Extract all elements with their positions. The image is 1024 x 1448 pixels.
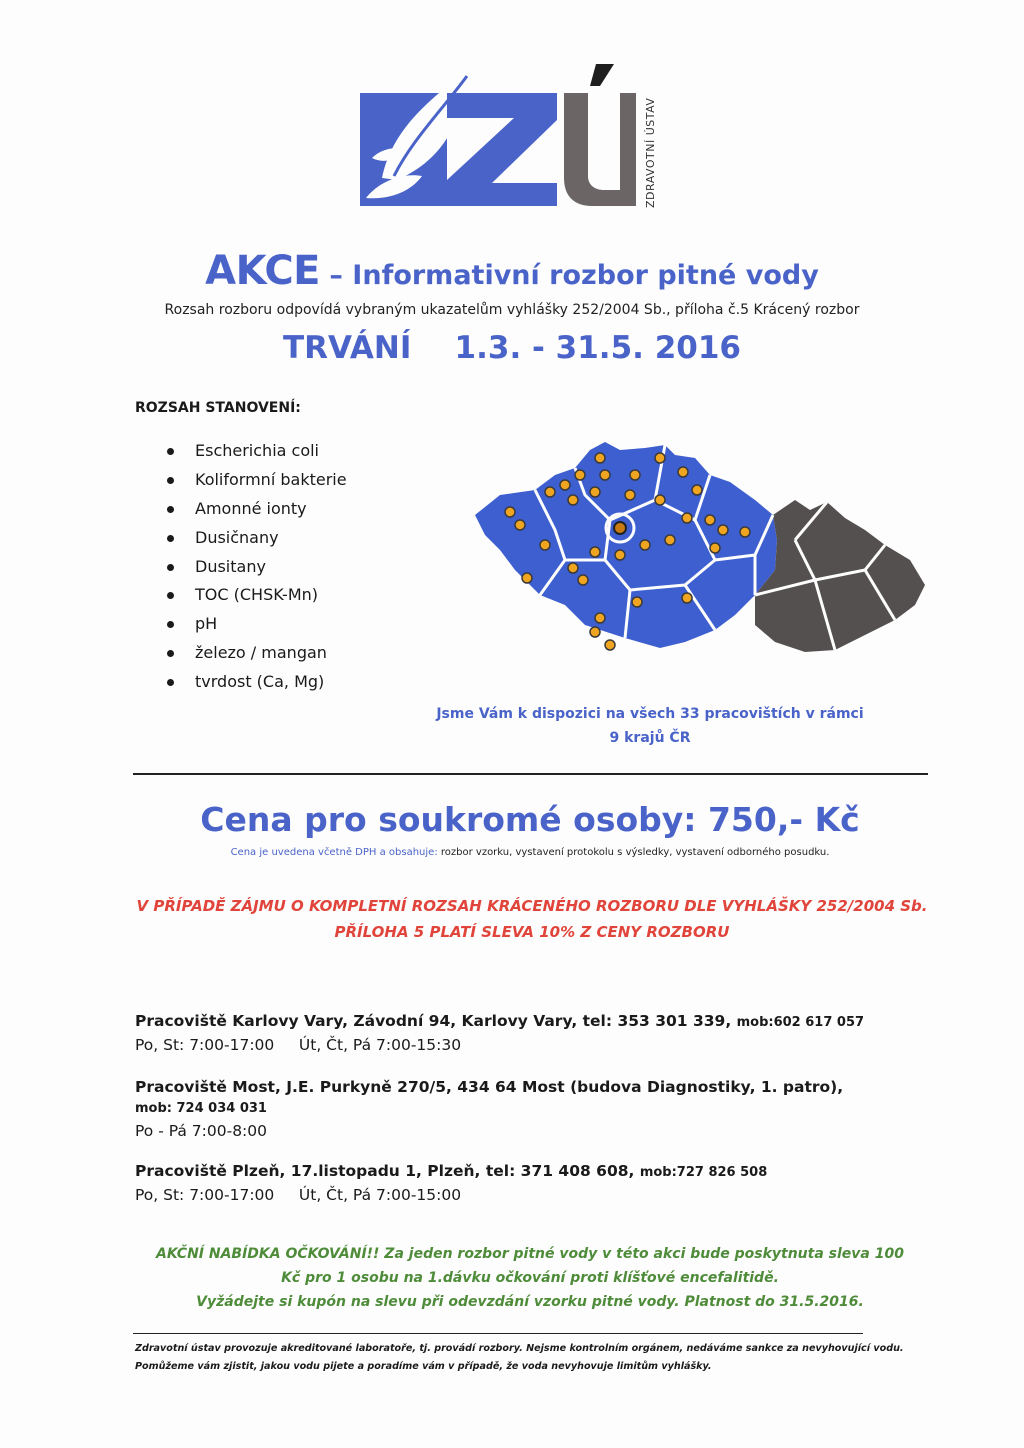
- list-item: železo / mangan: [167, 642, 347, 671]
- site-address: Pracoviště Most, J.E. Purkyně 270/5, 434 64 Most (budova Diagnostiky, 1. patro),: [135, 1078, 844, 1096]
- divider: [133, 773, 928, 775]
- subtitle: Rozsah rozboru odpovídá vybraným ukazatelům vyhlášky 252/2004 Sb., příloha č.5 Krácený rozbor: [164, 302, 860, 318]
- list-item: Amonné ionty: [167, 498, 347, 527]
- site-hours: Po - Pá 7:00-8:00: [135, 1122, 268, 1140]
- vaccination-line2: Kč pro 1 osobu na 1.dávku očkování proti klíšťové encefalitidě.: [281, 1270, 779, 1286]
- discount-notice: [0, 893, 1024, 945]
- period: TRVÁNÍ 1.3. - 31.5. 2016: [282, 330, 742, 366]
- divider: [133, 1333, 863, 1334]
- vaccination-line3: Vyžádejte si kupón na slevu při odevzdání vzorku pitné vody. Platnost do 31.5.2016.: [196, 1294, 864, 1310]
- map-caption: [400, 702, 900, 750]
- scope-list: [167, 440, 347, 700]
- site-mobile: mob:602 617 057: [736, 1015, 865, 1030]
- disclaimer-line1: Zdravotní ústav provozuje akreditované laboratoře, tj. provádí rozbory. Nejsme kontrolním orgánem, nedáváme sankce za nevyhovující vodu.: [135, 1343, 904, 1354]
- vaccination-offer: [130, 1242, 930, 1314]
- site-hours: Po, St: 7:00-17:00 Út, Čt, Pá 7:00-15:00: [135, 1186, 462, 1204]
- site-address: Pracoviště Karlovy Vary, Závodní 94, Karlovy Vary, tel: 353 301 339,: [135, 1012, 737, 1030]
- site-most: [135, 1076, 843, 1142]
- list-item: Koliformní bakterie: [167, 469, 347, 498]
- list-item: Dusitany: [167, 556, 347, 585]
- scope-heading: ROZSAH STANOVENÍ:: [135, 400, 301, 416]
- list-item: pH: [167, 613, 347, 642]
- list-item: Escherichia coli: [167, 440, 347, 469]
- site-mobile: mob: 724 034 031: [135, 1101, 267, 1116]
- site-address: Pracoviště Plzeň, 17.listopadu 1, Plzeň, tel: 371 408 608,: [135, 1162, 640, 1180]
- price-note-rest: rozbor vzorku, vystavení protokolu s výsledky, vystavení odborného posudku.: [437, 847, 830, 858]
- czech-map-icon: [455, 420, 955, 680]
- map-caption-line2: 9 krajů ČR: [609, 730, 691, 746]
- page-title: [0, 248, 1024, 294]
- price-note: [0, 847, 1024, 858]
- site-mobile: mob:727 826 508: [639, 1165, 768, 1180]
- site-karlovy-vary: [135, 1010, 864, 1056]
- disclaimer: [135, 1340, 935, 1376]
- zu-logo: [352, 58, 672, 218]
- site-plzen: [135, 1160, 767, 1206]
- logo-side-text: ZDRAVOTNÍ ÚSTAV: [644, 97, 657, 208]
- price-note-blue: Cena je uvedena včetně DPH a obsahuje:: [230, 847, 438, 858]
- site-hours: Po, St: 7:00-17:00 Út, Čt, Pá 7:00-15:30: [135, 1036, 462, 1054]
- title-main: AKCE: [205, 248, 320, 294]
- discount-line2: PŘÍLOHA 5 PLATÍ SLEVA 10% Z CENY ROZBORU: [334, 923, 730, 941]
- map-caption-line1: Jsme Vám k dispozici na všech 33 pracovištích v rámci: [436, 706, 864, 722]
- disclaimer-line2: Pomůžeme vám zjistit, jakou vodu pijete a poradíme vám v případě, že voda nevyhovuje limitům vyhlášky.: [135, 1361, 712, 1372]
- discount-line1: V PŘÍPADĚ ZÁJMU O KOMPLETNÍ ROZSAH KRÁCENÉHO ROZBORU DLE VYHLÁŠKY 252/2004 Sb.: [136, 897, 928, 915]
- title-rest: – Informativní rozbor pitné vody: [320, 260, 819, 291]
- list-item: tvrdost (Ca, Mg): [167, 671, 347, 700]
- vaccination-line1: AKČNÍ NABÍDKA OČKOVÁNÍ!! Za jeden rozbor pitné vody v této akci bude poskytnuta sleva 100: [156, 1246, 904, 1262]
- list-item: TOC (CHSK-Mn): [167, 584, 347, 613]
- list-item: Dusičnany: [167, 527, 347, 556]
- price-title: Cena pro soukromé osoby: 750,- Kč: [200, 800, 860, 839]
